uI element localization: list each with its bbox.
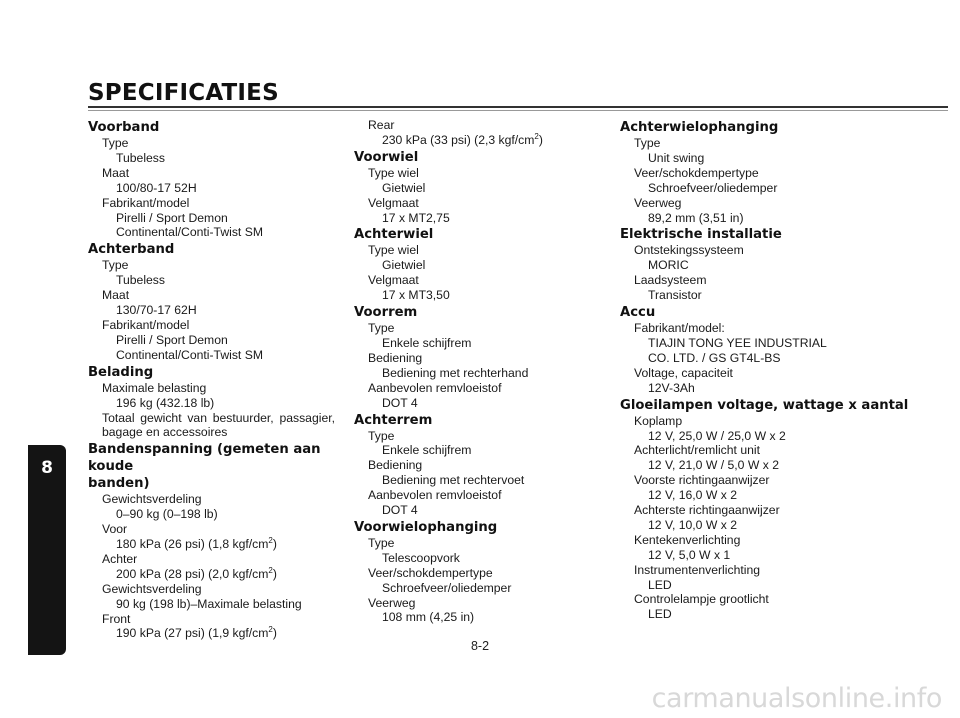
section-heading-voorband: Voorband [88, 120, 160, 135]
spec-value: 12 V, 10,0 W x 2 [648, 517, 737, 532]
spec-value: 12 V, 21,0 W / 5,0 W x 2 [648, 458, 779, 473]
spec-label: Veerweg [368, 595, 416, 610]
spec-label: Type [634, 136, 661, 150]
section-heading-belading: Belading [88, 364, 154, 380]
watermark-text: carmanualsonline.info [651, 683, 942, 714]
spec-value: Transistor [648, 288, 702, 303]
section-heading-gloeilampen: Gloeilampen voltage, wattage x aantal [620, 397, 909, 413]
spec-value [88, 537, 335, 552]
section-heading-achterrem: Achterrem [354, 412, 433, 428]
spec-label: Achter [102, 551, 138, 566]
section-heading-achterwielophanging: Achterwielophanging [620, 120, 779, 135]
spec-label: Totaal gewicht van bestuurder, passagier, [102, 410, 335, 425]
section-heading-achterwiel: Achterwiel [354, 227, 434, 243]
spec-label: Type [102, 136, 129, 150]
spec-label: Type [102, 258, 129, 273]
paren-close: ) [538, 132, 543, 147]
spec-value: 17 x MT2,75 [382, 210, 450, 225]
spec-label: Type [368, 428, 395, 443]
section-heading-voorwielophanging: Voorwielophanging [354, 519, 498, 535]
spec-value: 12 V, 25,0 W / 25,0 W x 2 [648, 428, 786, 443]
spec-label: Gewichtsverdeling [102, 492, 202, 507]
spec-value: Schroefveer/oliedemper [648, 180, 778, 195]
section-heading-bandenspanning: Bandenspanning (gemeten aan koude [88, 442, 321, 475]
superscript: 2 [534, 131, 539, 141]
spec-label: Gewichtsverdeling [102, 581, 202, 596]
spec-value: 90 kg (198 lb)–Maximale belasting [116, 596, 302, 611]
spec-label: Instrumentenverlichting [634, 562, 760, 577]
spec-value: 196 kg (432.18 lb) [116, 395, 215, 410]
spec-value: Gietwiel [382, 258, 426, 273]
page-number: 8-2 [470, 639, 490, 653]
pressure-value: 190 kPa (27 psi) (1,9 kgf/cm [116, 626, 269, 641]
title-rule [88, 106, 948, 111]
spec-value: Tubeless [116, 273, 165, 288]
spec-value: LED [648, 607, 672, 622]
spec-label: Maat [102, 288, 130, 303]
section-heading-achterband: Achterband [88, 242, 175, 258]
section-heading-accu: Accu [620, 305, 656, 321]
spec-label: Maximale belasting [102, 380, 207, 395]
spec-label: Koplamp [634, 413, 683, 428]
chapter-number: 8 [41, 458, 53, 478]
spec-label: Bediening [368, 350, 423, 365]
spec-label: Controlelampje grootlicht [634, 592, 769, 607]
spec-value: 12 V, 5,0 W x 1 [648, 547, 731, 562]
page-title: SPECIFICATIES [88, 80, 279, 106]
section-heading-voorrem: Voorrem [354, 305, 418, 321]
spec-label: Type wiel [368, 165, 419, 180]
spec-value: Bediening met rechterhand [382, 365, 529, 380]
superscript: 2 [268, 625, 273, 635]
spec-label: Fabrikant/model [102, 195, 190, 210]
section-heading-voorwiel: Voorwiel [354, 149, 419, 165]
spec-label: Voor [102, 522, 128, 537]
spec-value: Telescoopvork [382, 550, 460, 565]
spec-label: Aanbevolen remvloeistof [368, 380, 502, 395]
spec-label: Kentekenverlichting [634, 532, 741, 547]
spec-value: DOT 4 [382, 395, 418, 410]
spec-value: 17 x MT3,50 [382, 288, 450, 303]
spec-value: Pirelli / Sport Demon [116, 332, 228, 347]
spec-label: Fabrikant/model: [634, 321, 725, 336]
paren-close: ) [272, 537, 277, 552]
spec-value: 0–90 kg (0–198 lb) [116, 507, 218, 522]
spec-label: Type [368, 321, 395, 336]
spec-label: Velgmaat [368, 273, 419, 288]
spec-value: Enkele schijfrem [382, 335, 472, 350]
spec-label: Type [368, 535, 395, 550]
spec-value: TIAJIN TONG YEE INDUSTRIAL [648, 335, 827, 350]
spec-value: Schroefveer/oliedemper [382, 580, 512, 595]
spec-value: LED [648, 577, 672, 592]
spec-label: Bediening [368, 458, 423, 473]
spec-label: bagage en accessoires [102, 425, 228, 440]
spec-label: Veerweg [634, 195, 682, 210]
spec-value: 100/80-17 52H [116, 180, 197, 195]
paren-close: ) [272, 626, 277, 641]
column-middle [354, 118, 574, 625]
section-heading-elektrische: Elektrische installatie [620, 227, 782, 243]
spec-value: 89,2 mm (3,51 in) [648, 210, 744, 225]
spec-label: Ontstekingssysteem [634, 243, 744, 258]
spec-label: Front [102, 611, 131, 626]
spec-label: Aanbevolen remvloeistof [368, 488, 502, 503]
spec-value [354, 133, 574, 148]
spec-value: 130/70-17 62H [116, 303, 197, 318]
spec-value [88, 567, 335, 582]
spec-label: Voltage, capaciteit [634, 365, 733, 380]
spec-value: Enkele schijfrem [382, 443, 472, 458]
spec-value: Continental/Conti-Twist SM [116, 347, 263, 362]
spec-label: Veer/schokdempertype [368, 565, 493, 580]
spec-value: 12V-3Ah [648, 380, 695, 395]
section-heading-bandenspanning-cont: banden) [88, 476, 150, 492]
spec-label: Achterlicht/remlicht unit [634, 443, 760, 458]
spec-value: CO. LTD. / GS GT4L-BS [648, 350, 781, 365]
spec-value: Gietwiel [382, 180, 426, 195]
column-right [620, 118, 950, 622]
pressure-value: 230 kPa (33 psi) (2,3 kgf/cm [382, 132, 535, 147]
spec-value: Pirelli / Sport Demon [116, 210, 228, 225]
spec-value: Tubeless [116, 150, 165, 165]
spec-value: MORIC [648, 258, 689, 273]
spec-label: Laadsysteem [634, 273, 707, 288]
spec-value: 12 V, 16,0 W x 2 [648, 488, 737, 503]
spec-value: 108 mm (4,25 in) [382, 610, 475, 625]
spec-label: Velgmaat [368, 195, 419, 210]
superscript: 2 [268, 535, 273, 545]
spec-label: Voorste richtingaanwijzer [634, 473, 770, 488]
spec-label: Type wiel [368, 243, 419, 258]
spec-value: Unit swing [648, 150, 705, 165]
spec-label: Fabrikant/model [102, 317, 190, 332]
spec-label: Veer/schokdempertype [634, 165, 759, 180]
spec-label: Rear [368, 118, 395, 132]
spec-label: Maat [102, 165, 130, 180]
pressure-value: 180 kPa (26 psi) (1,8 kgf/cm [116, 537, 269, 552]
paren-close: ) [272, 566, 277, 581]
column-left [88, 118, 335, 641]
spec-value: Bediening met rechtervoet [382, 473, 525, 488]
superscript: 2 [268, 565, 273, 575]
pressure-value: 200 kPa (28 psi) (2,0 kgf/cm [116, 566, 269, 581]
spec-label: Achterste richtingaanwijzer [634, 503, 780, 518]
spec-value: DOT 4 [382, 503, 418, 518]
spec-value: Continental/Conti-Twist SM [116, 225, 263, 240]
